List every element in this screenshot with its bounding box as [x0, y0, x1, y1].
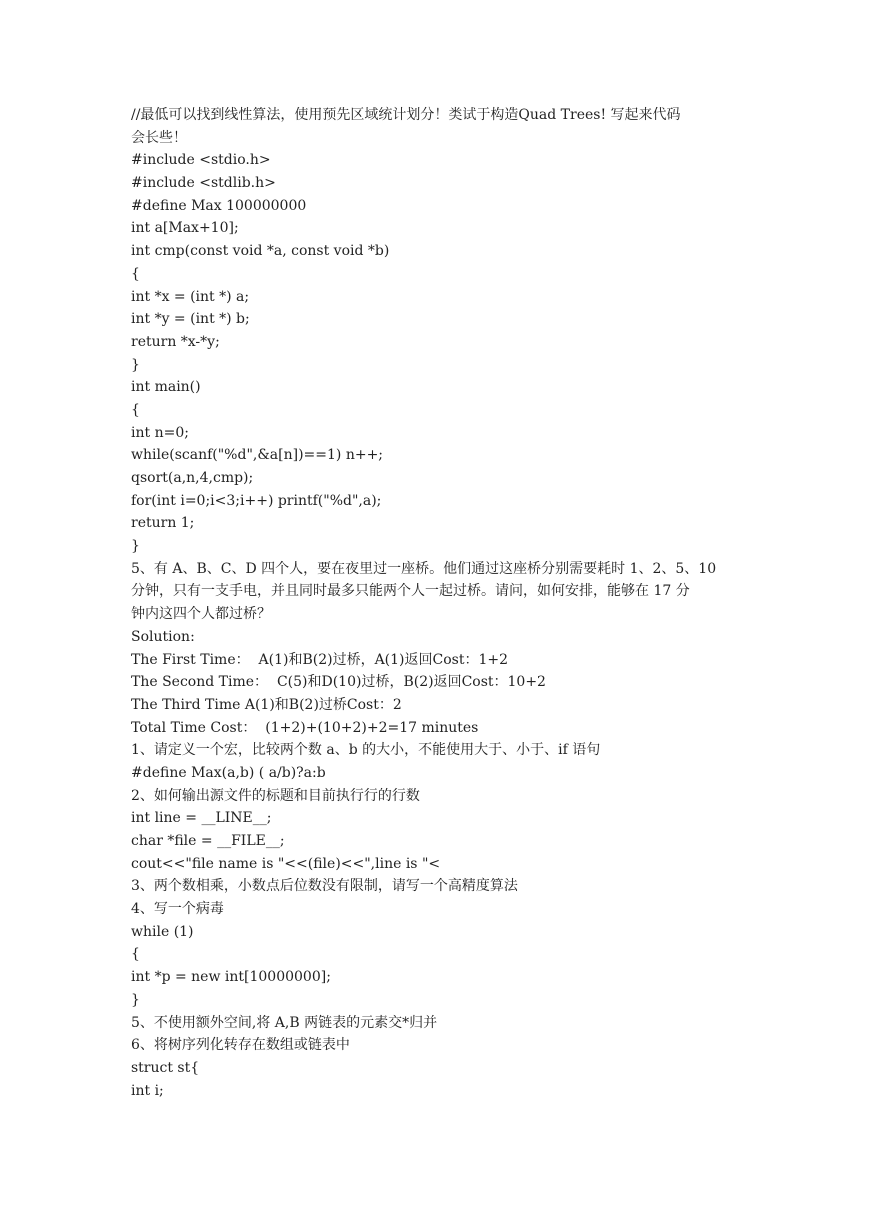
code-line: #define Max(a,b) ( a/b)?a:b: [131, 764, 326, 781]
text-line: 5、有 A、B、C、D 四个人，要在夜里过一座桥。他们通过这座桥分别需要耗时 1、2、5、10: [131, 560, 717, 577]
text-line: 6、将树序列化转存在数组或链表中: [131, 1037, 350, 1054]
text-line: Solution:: [131, 628, 195, 645]
code-line: int *x = (int *) a;: [131, 288, 250, 305]
code-line: return *x-*y;: [131, 333, 220, 350]
code-line: }: [131, 538, 140, 555]
code-line: return 1;: [131, 515, 195, 532]
document-body: [131, 104, 741, 1102]
text-line: 2、如何输出源文件的标题和目前执行行的行数: [131, 787, 420, 804]
text-line: The Second Time： C(5)和D(10)过桥，B(2)返回Cost：10+2: [131, 674, 546, 691]
code-line: int *p = new int[10000000];: [131, 969, 331, 986]
code-line: {: [131, 265, 140, 282]
code-line: char *file = __FILE__;: [131, 833, 285, 849]
text-line: Total Time Cost： (1+2)+(10+2)+2=17 minutes: [131, 719, 479, 736]
code-line: int main(): [131, 379, 201, 396]
code-line: for(int i=0;i<3;i++) printf("%d",a);: [131, 492, 382, 509]
code-line: int cmp(const void *a, const void *b): [131, 243, 390, 260]
code-line: cout<<"file name is "<<(file)<<",line is "<: [131, 855, 441, 872]
code-line: {: [131, 401, 140, 418]
text-line: 钟内这四个人都过桥？: [131, 606, 271, 623]
text-line: 分钟，只有一支手电，并且同时最多只能两个人一起过桥。请问，如何安排，能够在 17 分: [131, 583, 690, 600]
text-line: 1、请定义一个宏，比较两个数 a、b 的大小，不能使用大于、小于、if 语句: [131, 742, 601, 759]
code-line: }: [131, 356, 140, 373]
text-line: 4、写一个病毒: [131, 901, 224, 918]
code-line: int a[Max+10];: [131, 220, 239, 237]
code-line: int n=0;: [131, 424, 189, 441]
text-line: //最低可以找到线性算法，使用预先区域统计划分！类试于构造Quad Trees! 写起来代码: [131, 107, 681, 123]
text-line: The First Time： A(1)和B(2)过桥，A(1)返回Cost：1+2: [131, 651, 509, 668]
code-line: struct st{: [131, 1059, 200, 1076]
code-line: qsort(a,n,4,cmp);: [131, 470, 254, 486]
text-line: 会长些！: [131, 129, 187, 146]
code-line: int line = __LINE__;: [131, 810, 272, 827]
code-line: while (1): [131, 923, 194, 940]
code-line: #include <stdlib.h>: [131, 175, 276, 192]
code-line: while(scanf("%d",&a[n])==1) n++;: [131, 447, 384, 464]
code-line: {: [131, 946, 140, 963]
code-line: }: [131, 991, 140, 1008]
text-line: 5、不使用额外空间,将 A,B 两链表的元素交*归并: [131, 1014, 438, 1031]
code-line: int *y = (int *) b;: [131, 311, 250, 328]
text-line: The Third Time A(1)和B(2)过桥Cost：2: [131, 696, 402, 713]
code-line: #define Max 100000000: [131, 197, 307, 214]
code-line: #include <stdio.h>: [131, 152, 271, 169]
text-line: 3、两个数相乘，小数点后位数没有限制，请写一个高精度算法: [131, 878, 518, 895]
code-line: int i;: [131, 1082, 164, 1099]
